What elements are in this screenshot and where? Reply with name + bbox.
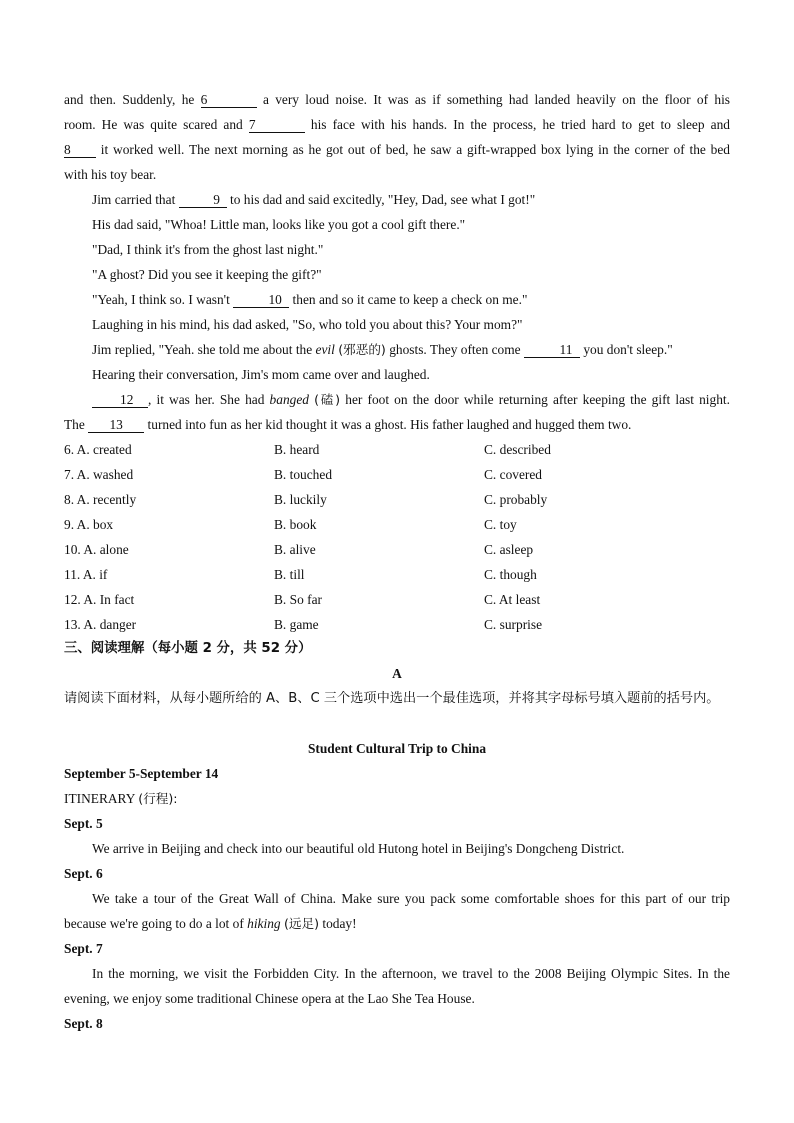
- passage-title: Student Cultural Trip to China: [307, 741, 487, 756]
- cloze-para-9: Hearing their conversation, Jim's mom came over and laughed.: [92, 367, 430, 382]
- blank-7: 7: [249, 117, 305, 133]
- options-q13: 13. A. danger B. game C. surprise: [64, 617, 543, 632]
- blank-10: 10: [233, 292, 289, 308]
- cloze-para-10-line-2: The 13 turned into fun as her kid thought it was a ghost. His father laughed and hugged them two.: [64, 417, 632, 432]
- options-q6: 6. A. created B. heard C. described: [64, 442, 551, 457]
- trip-dates: September 5-September 14: [64, 766, 219, 781]
- reading-instruction: 请阅读下面材料，从每小题所给的 A、B、C 三个选项中选出一个最佳选项，并将其字母标号填入题前的括号内。: [64, 691, 720, 706]
- day-text-sept-7-line-2: evening, we enjoy some traditional Chinese opera at the Lao She Tea House.: [64, 991, 475, 1006]
- day-text-sept-7-line-1: In the morning, we visit the Forbidden City. In the afternoon, we travel to the 2008 Beijing Olympic Sites. In the: [92, 966, 730, 981]
- blank-6: 6: [201, 92, 257, 108]
- blank-12: 12: [92, 392, 148, 408]
- cloze-para-2: Jim carried that 9 to his dad and said excitedly, "Hey, Dad, see what I got!": [92, 192, 536, 207]
- cloze-para-10-line-1: 12 , it was her. She had banged (磕) her foot on the door while returning after keeping the gift last night.: [64, 387, 730, 412]
- cloze-para-6: "Yeah, I think so. I wasn't 10 then and so it came to keep a check on me.": [92, 292, 528, 307]
- cloze-para-5: "A ghost? Did you see it keeping the gift?": [92, 267, 322, 282]
- day-text-sept-6-line-1: We take a tour of the Great Wall of China. Make sure you pack some comfortable shoes for this part of our trip: [92, 891, 730, 906]
- cloze-line-2: room. He was quite scared and 7 his face with his hands. In the process, he tried hard to get to sleep and: [64, 117, 730, 132]
- blank-8: 8: [64, 142, 96, 158]
- itinerary-heading: ITINERARY (行程):: [64, 791, 178, 806]
- options-q11: 11. A. if B. till C. though: [64, 567, 537, 582]
- blank-9: 9: [179, 192, 227, 208]
- part-label: A: [392, 666, 402, 681]
- day-text-sept-5: We arrive in Beijing and check into our beautiful old Hutong hotel in Beijing's Dongcheng District.: [92, 841, 625, 856]
- options-q8: 8. A. recently B. luckily C. probably: [64, 492, 548, 507]
- options-q9: 9. A. box B. book C. toy: [64, 517, 517, 532]
- cloze-line-4: with his toy bear.: [64, 167, 157, 182]
- cloze-line-1: and then. Suddenly, he 6 a very loud noise. It was as if something had landed heavily on the floor of his: [64, 92, 731, 107]
- blank-11: 11: [524, 342, 580, 358]
- cloze-para-4: "Dad, I think it's from the ghost last night.": [92, 242, 324, 257]
- cloze-para-7: Laughing in his mind, his dad asked, "So, who told you about this? Your mom?": [92, 317, 523, 332]
- options-q12: 12. A. In fact B. So far C. At least: [64, 592, 541, 607]
- cloze-para-8: Jim replied, "Yeah. she told me about the evil (邪恶的) ghosts. They often come 11 you don't sleep.": [92, 342, 673, 357]
- day-label-sept-8: Sept. 8: [64, 1016, 103, 1031]
- day-text-sept-6-line-2: because we're going to do a lot of hiking (远足) today!: [64, 916, 357, 931]
- section-title: 三、阅读理解（每小题 2 分，共 52 分）: [64, 641, 312, 656]
- cloze-para-3: His dad said, "Whoa! Little man, looks like you got a cool gift there.": [92, 217, 466, 232]
- day-label-sept-5: Sept. 5: [64, 816, 103, 831]
- cloze-line-3: 8 it worked well. The next morning as he got out of bed, he saw a gift-wrapped box lying in the corner of the bed: [64, 142, 730, 157]
- blank-13: 13: [88, 417, 144, 433]
- options-q7: 7. A. washed B. touched C. covered: [64, 467, 543, 482]
- day-label-sept-7: Sept. 7: [64, 941, 103, 956]
- day-label-sept-6: Sept. 6: [64, 866, 103, 881]
- options-q10: 10. A. alone B. alive C. asleep: [64, 542, 534, 557]
